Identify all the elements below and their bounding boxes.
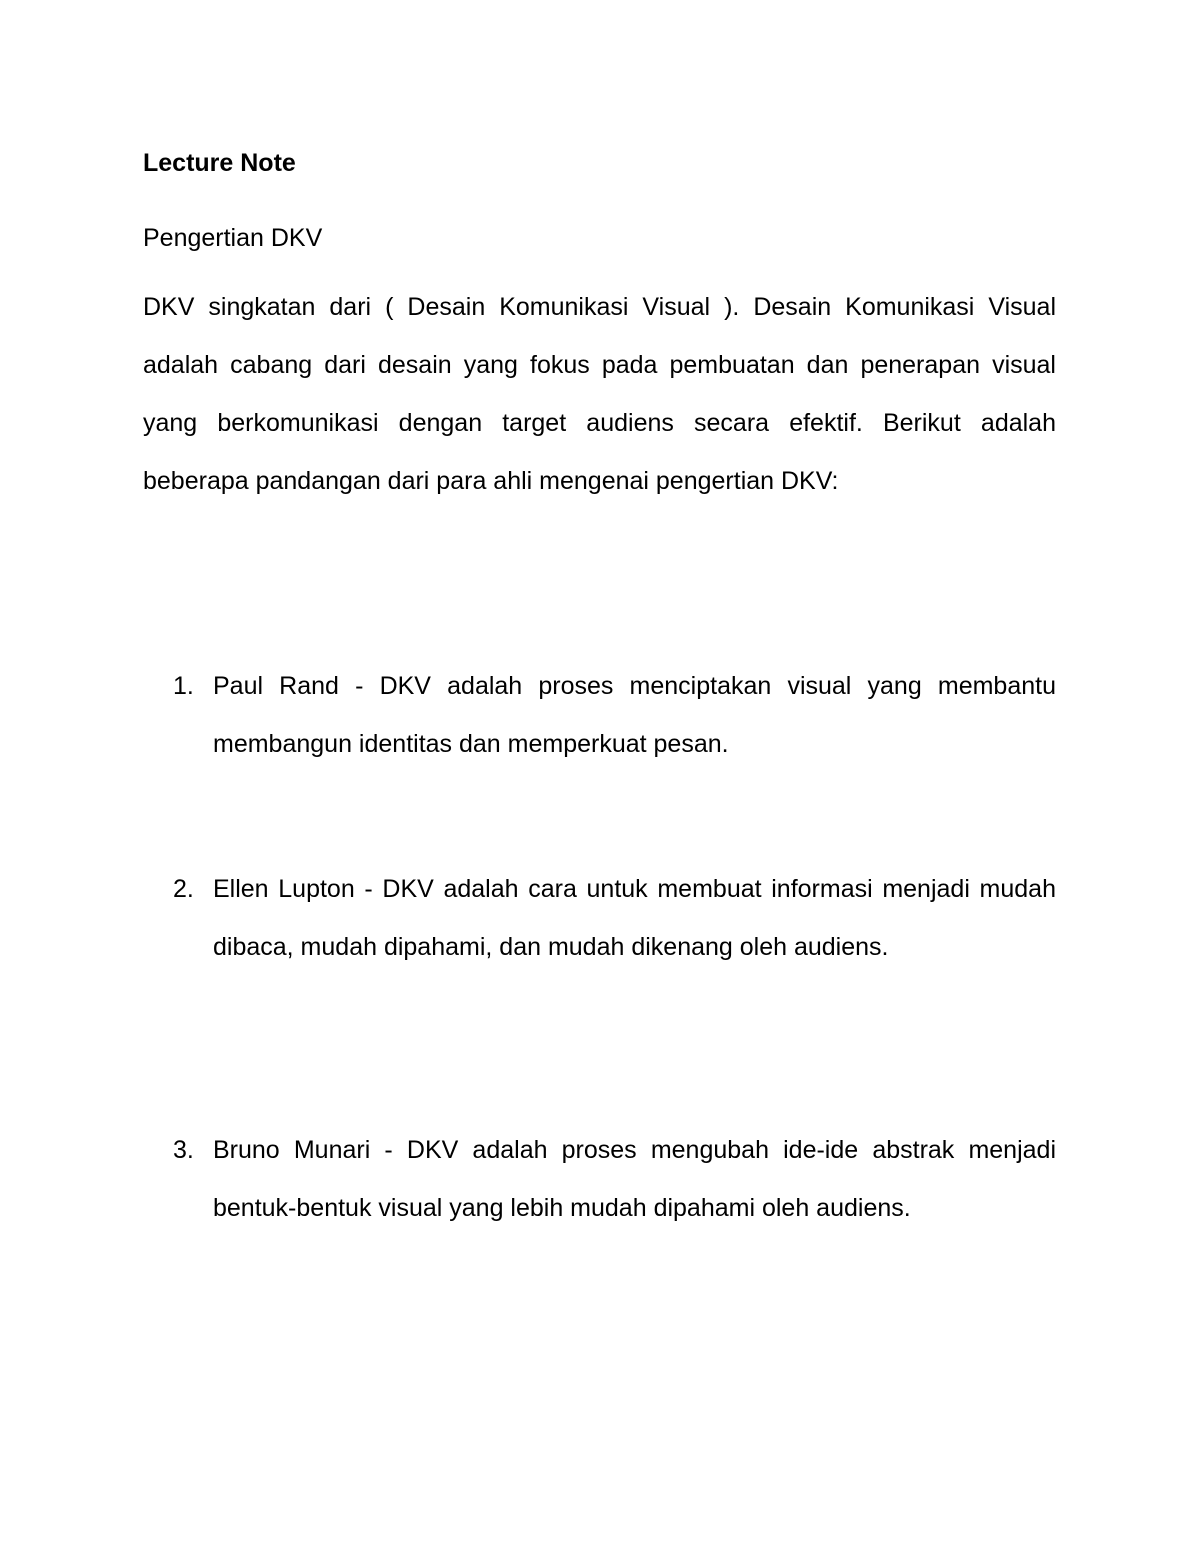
list-item [143, 657, 1056, 773]
section-heading: Pengertian DKV [143, 224, 323, 252]
list-number: 2. [173, 875, 194, 903]
document-title: Lecture Note [143, 149, 296, 177]
list-text: Bruno Munari - DKV adalah proses mengubah ide-ide abstrak menjadi bentuk-bentuk visual yang lebih mudah dipahami oleh audiens. [213, 1136, 1056, 1222]
list-text: Paul Rand - DKV adalah proses menciptakan visual yang membantu membangun identitas dan memperkuat pesan. [213, 672, 1056, 758]
list-item [143, 1121, 1056, 1237]
list-number: 1. [173, 672, 194, 700]
list-text: Ellen Lupton - DKV adalah cara untuk membuat informasi menjadi mudah dibaca, mudah dipahami, dan mudah dikenang oleh audiens. [213, 875, 1056, 961]
intro-paragraph: DKV singkatan dari ( Desain Komunikasi Visual ). Desain Komunikasi Visual adalah cabang dari desain yang fokus pada pembuatan dan penerapan visual yang berkomunikasi dengan target audiens secara efektif. Berikut adalah beberapa pandangan dari para ahli mengenai pengertian DKV: [143, 293, 1056, 495]
list-item [143, 860, 1056, 976]
list-number: 3. [173, 1136, 194, 1164]
